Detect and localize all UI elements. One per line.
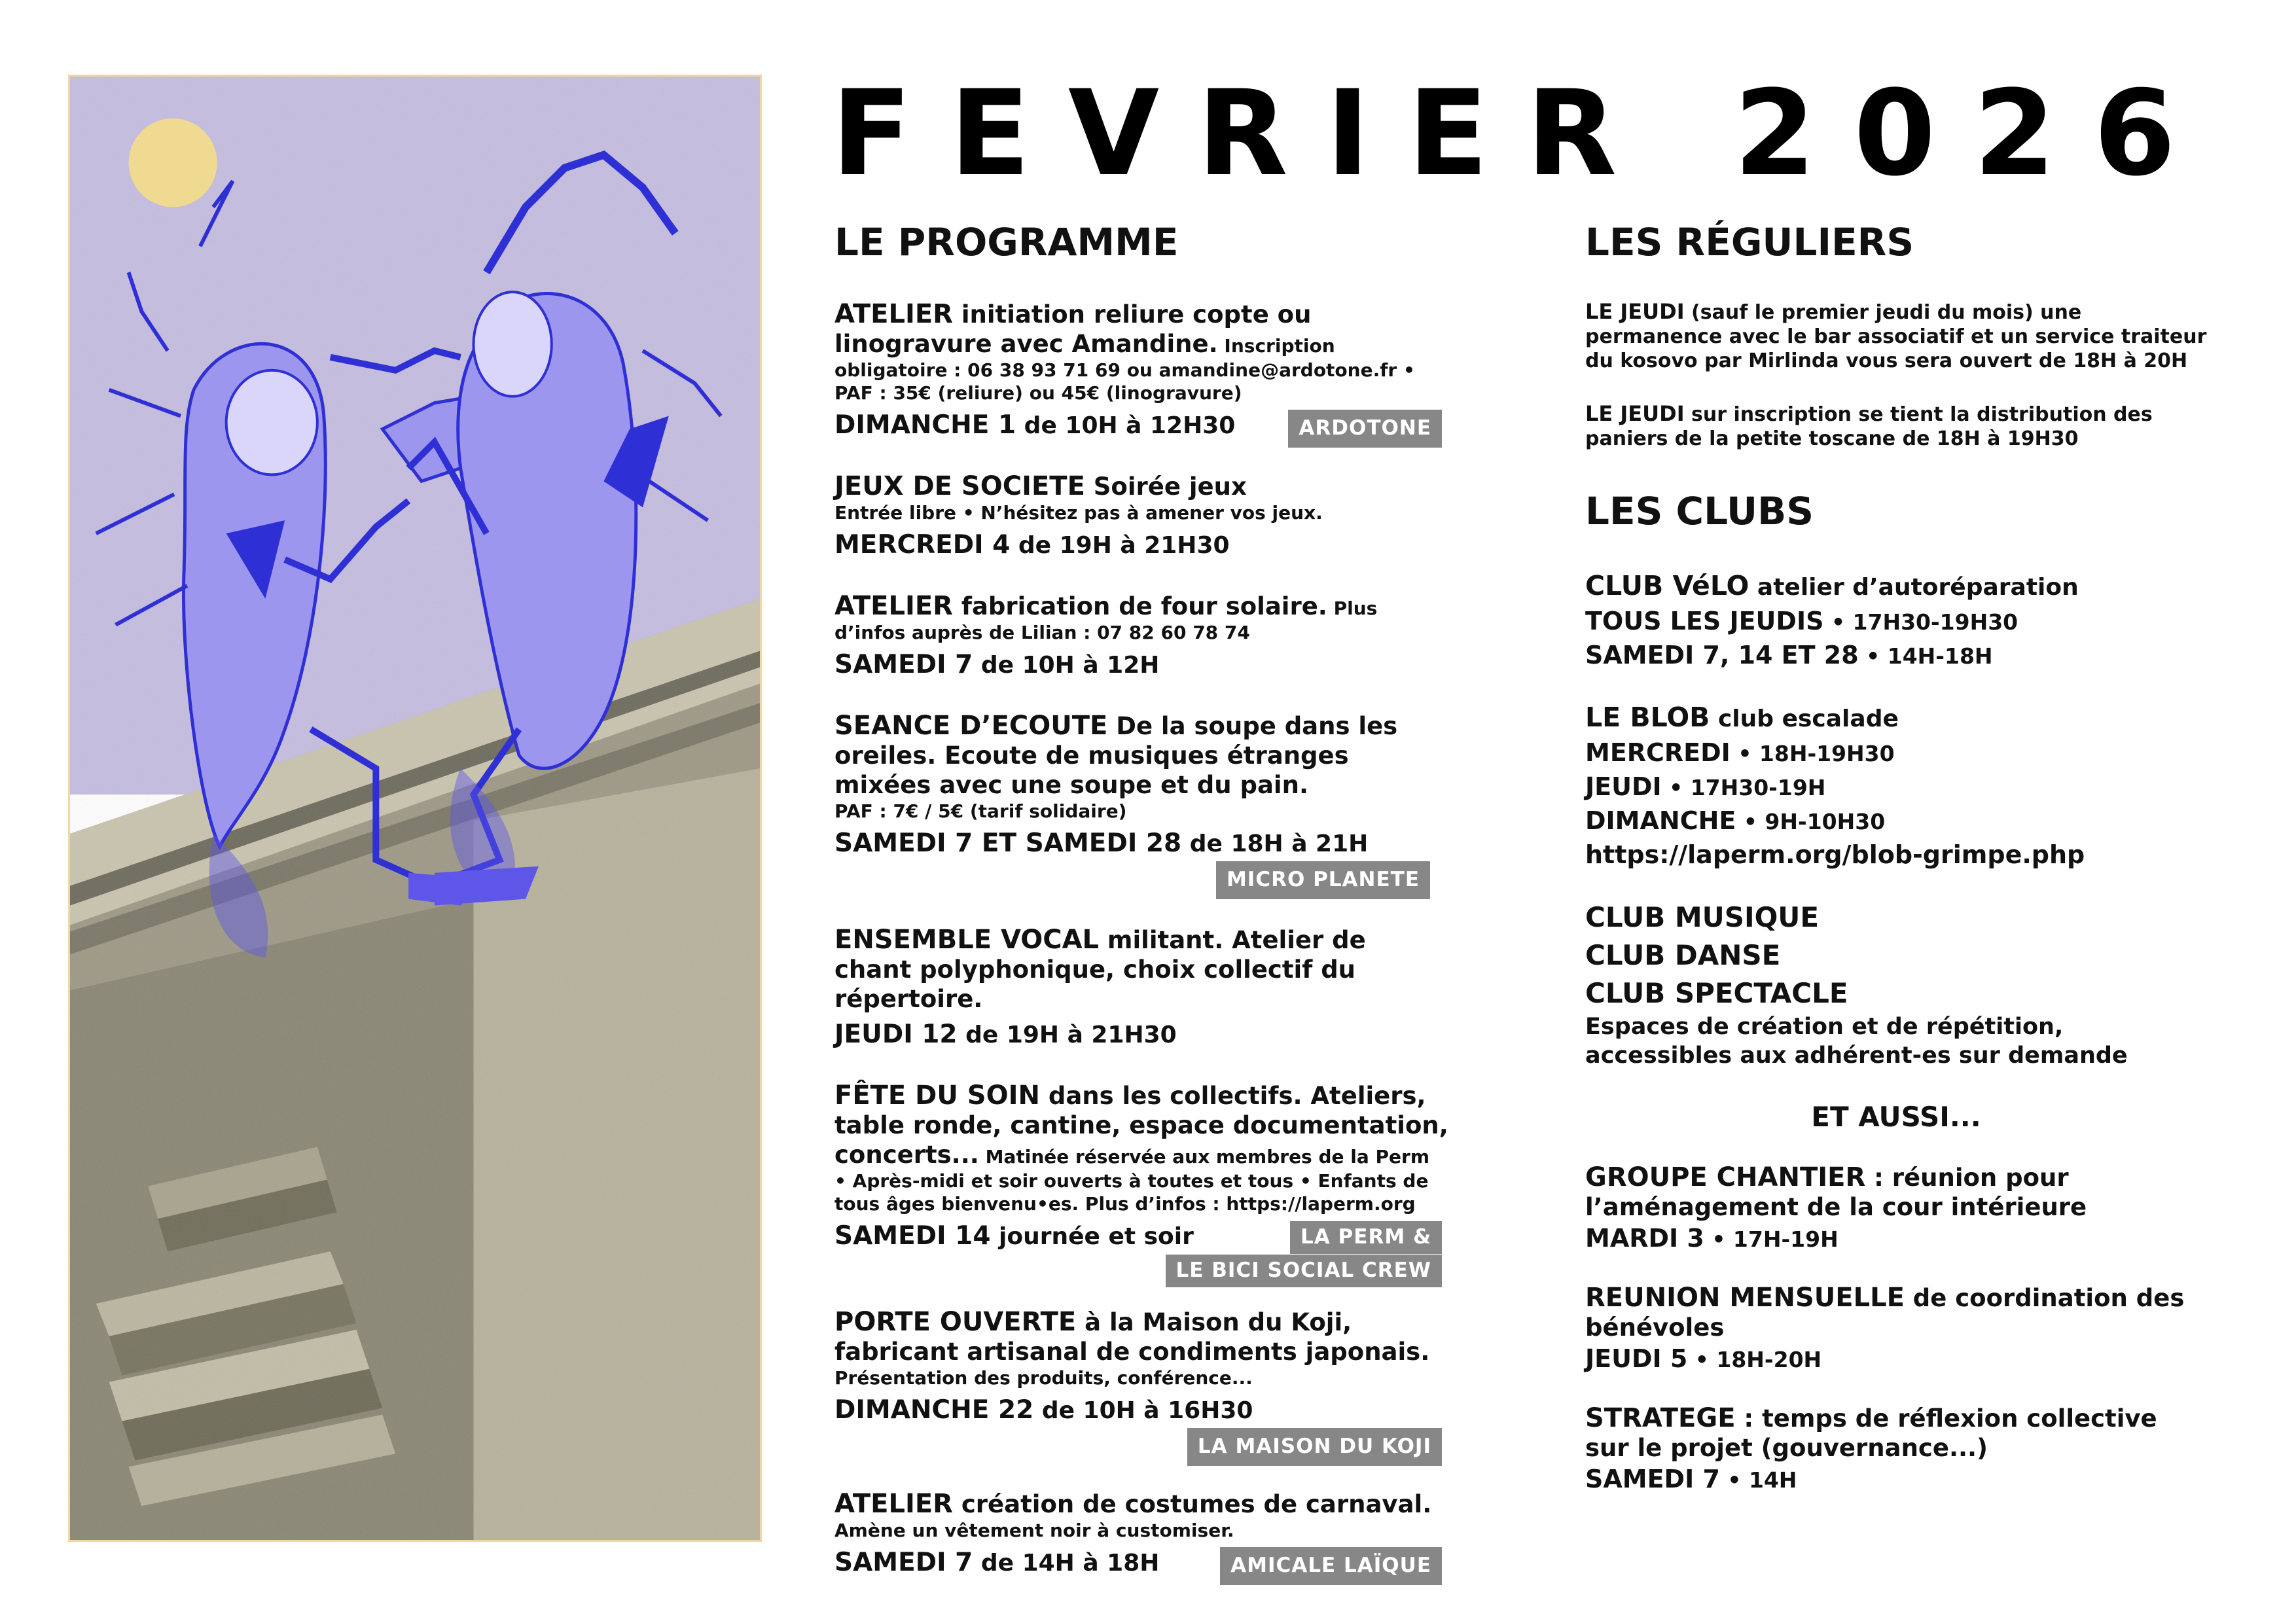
club-name: CLUB VéLO [1585, 570, 1749, 601]
event-jeux [834, 472, 1450, 562]
club-schedule-day: MERCREDI [1585, 738, 1731, 767]
event-details: Amène un vêtement noir à customiser. [834, 1520, 1234, 1541]
event-desc: Soirée jeux [1085, 473, 1247, 501]
club-schedule-day: DIMANCHE [1585, 806, 1736, 835]
club-blob [1585, 700, 2207, 871]
event-day: DIMANCHE 22 [834, 1395, 1034, 1425]
event-desc: création de costumes de carnaval. [952, 1490, 1432, 1518]
event-day: SAMEDI 14 [834, 1221, 991, 1251]
club-schedule-time: • 17H30-19H30 [1823, 609, 2018, 635]
event-desc-small: Inscription [1217, 335, 1335, 357]
club-schedule-day: SAMEDI 7, 14 ET 28 [1585, 641, 1859, 669]
aussi-title: GROUPE CHANTIER [1585, 1162, 1866, 1192]
aussi-desc: de coordination des bénévoles [1585, 1284, 2185, 1342]
event-day: DIMANCHE 1 [834, 410, 1016, 440]
club-schedule-time: • 14H-18H [1858, 643, 1993, 669]
event-four-solaire [834, 592, 1450, 681]
aussi-time: • 18H-20H [1687, 1347, 1822, 1372]
event-time: de 10H à 12H [973, 652, 1160, 679]
event-time: de 19H à 21H30 [957, 1022, 1177, 1048]
event-title: ATELIER [834, 299, 953, 329]
illustration [68, 75, 762, 1542]
event-desc-small: Matinée réservée aux membres de la Perm [978, 1146, 1429, 1168]
event-time: de 10H à 12H30 [1016, 412, 1236, 439]
aussi-heading: ET AUSSI... [1811, 1101, 1981, 1133]
event-title: ATELIER [834, 1489, 953, 1519]
side-column [1585, 216, 2207, 1524]
regulier-text: (sauf le premier jeudi du mois) une permanence avec le bar associatif et un service traiteur du kosovo par Mirlinda vous sera ouvert de 18H à 20H [1585, 301, 2207, 372]
event-details: Présentation des produits, conférence... [834, 1367, 1253, 1389]
event-details: PAF : 7€ / 5€ (tarif solidaire) [834, 800, 1127, 822]
partner-tag: LA MAISON DU KOJI [1187, 1428, 1442, 1466]
club-name: CLUB SPECTACLE [1585, 977, 1848, 1009]
club-name: LE BLOB [1585, 702, 1710, 733]
aussi-stratege [1585, 1404, 2207, 1497]
event-ensemble-vocal [834, 925, 1450, 1051]
partner-tag: ARDOTONE [1288, 410, 1442, 448]
partner-tag: LA PERM & [1290, 1221, 1442, 1254]
event-desc: à la Maison du Koji, fabricant artisanal de condiments japonais. [834, 1308, 1430, 1366]
aussi-reunion [1585, 1283, 2207, 1376]
club-velo [1585, 569, 2207, 673]
event-time: de 10H à 16H30 [1033, 1397, 1253, 1424]
event-day: SAMEDI 7 [834, 1548, 973, 1577]
aussi-desc: : temps de réflexion collective sur le projet (gouvernance...) [1585, 1404, 2157, 1462]
aussi-time: • 17H-19H [1704, 1226, 1839, 1252]
event-details: d’infos auprès de Lilian : 07 82 60 78 74 [834, 622, 1250, 643]
aussi-title: STRATEGE [1585, 1403, 1736, 1433]
event-title: JEUX DE SOCIETE [834, 471, 1085, 501]
event-details: obligatoire : 06 38 93 71 69 ou amandine@ardotone.fr • PAF : 35€ (reliure) ou 45€ (linogravure) [834, 359, 1415, 404]
regulier-day: LE JEUDI [1585, 299, 1685, 324]
programme-column [834, 216, 1450, 1609]
club-name: CLUB MUSIQUE [1585, 901, 1820, 933]
event-title: ATELIER [834, 591, 953, 621]
aussi-title: REUNION MENSUELLE [1585, 1283, 1905, 1313]
illustration-artwork [70, 77, 760, 1540]
event-day: SAMEDI 7 [834, 650, 973, 679]
regulier-text: sur inscription se tient la distribution des paniers de la petite toscane de 18H à 19H30 [1585, 403, 2153, 450]
partner-tag: AMICALE LAÏQUE [1220, 1547, 1442, 1585]
club-desc: Espaces de création et de répétition, accessibles aux adhérent-es sur demande [1585, 1014, 2128, 1069]
event-day: SAMEDI 7 ET SAMEDI 28 [834, 829, 1182, 858]
event-reliure [834, 300, 1450, 442]
event-desc-small: Plus [1327, 597, 1378, 619]
event-desc: fabrication de four solaire. [952, 592, 1327, 620]
aussi-day: SAMEDI 7 [1585, 1465, 1720, 1493]
aussi-desc: : réunion pour l’aménagement de la cour intérieure [1585, 1164, 2087, 1221]
club-schedule-day: TOUS LES JEUDIS [1585, 607, 1824, 635]
event-title: ENSEMBLE VOCAL [834, 925, 1100, 955]
aussi-chantier [1585, 1163, 2207, 1256]
aussi-time: • 14H [1719, 1467, 1797, 1493]
event-time: de 14H à 18H [973, 1550, 1160, 1577]
club-schedule-time: • 9H-10H30 [1736, 809, 1886, 834]
event-desc: dans les collectifs. Ateliers, table ronde, cantine, espace documentation, concerts... [834, 1082, 1448, 1169]
event-day: JEUDI 12 [834, 1020, 958, 1049]
event-time: de 18H à 21H [1181, 830, 1369, 857]
aussi-day: JEUDI 5 [1585, 1344, 1688, 1373]
aussi-day: MARDI 3 [1585, 1224, 1704, 1253]
club-desc: atelier d’autoréparation [1749, 574, 2079, 601]
club-desc: club escalade [1710, 705, 1899, 732]
event-ecoute [834, 711, 1450, 899]
event-carnaval [834, 1489, 1450, 1579]
event-day: MERCREDI 4 [834, 530, 1011, 560]
event-details: Entrée libre • N’hésitez pas à amener vos jeux. [834, 502, 1323, 524]
club-schedule-time: • 18H-19H30 [1730, 741, 1895, 766]
event-desc: De la soupe dans les oreiles. Ecoute de musiques étranges mixées avec une soupe et du pain. [834, 712, 1398, 799]
event-porte-ouverte [834, 1308, 1450, 1466]
partner-tag: MICRO PLANETE [1216, 861, 1430, 899]
club-blob-link[interactable]: https://laperm.org/blob-grimpe.php [1585, 840, 2085, 869]
event-title: PORTE OUVERTE [834, 1307, 1077, 1337]
regulier-day: LE JEUDI [1585, 401, 1685, 426]
partner-tag-2: LE BICI SOCIAL CREW [1166, 1255, 1442, 1287]
reguliers-heading: LES RÉGULIERS [1585, 220, 1914, 264]
event-title: FÊTE DU SOIN [834, 1080, 1040, 1111]
event-desc: initiation reliure copte ou linogravure avec Amandine. [834, 300, 1312, 358]
event-title: SEANCE D’ECOUTE [834, 711, 1108, 741]
club-schedule-time: • 17H30-19H [1661, 775, 1826, 800]
event-time: journée et soir [990, 1223, 1194, 1250]
clubs-heading: LES CLUBS [1585, 489, 1814, 533]
regulier-item [1585, 402, 2207, 451]
programme-heading: LE PROGRAMME [834, 220, 1179, 264]
page-title: FEVRIER 2026 [831, 65, 2214, 202]
club-name: CLUB DANSE [1585, 939, 1781, 971]
club-schedule-day: JEUDI [1585, 772, 1662, 801]
event-details: • Après-midi et soir ouverts à toutes et tous • Enfants de tous âges bienvenu•es. Plus d’infos : https://laperm.org [834, 1170, 1429, 1215]
event-time: de 19H à 21H30 [1010, 532, 1230, 559]
event-fete-du-soin [834, 1081, 1450, 1285]
club-music-dance-show [1585, 899, 2207, 1070]
event-desc: militant. Atelier de chant polyphonique, choix collectif du répertoire. [834, 926, 1366, 1013]
regulier-item [1585, 300, 2207, 373]
